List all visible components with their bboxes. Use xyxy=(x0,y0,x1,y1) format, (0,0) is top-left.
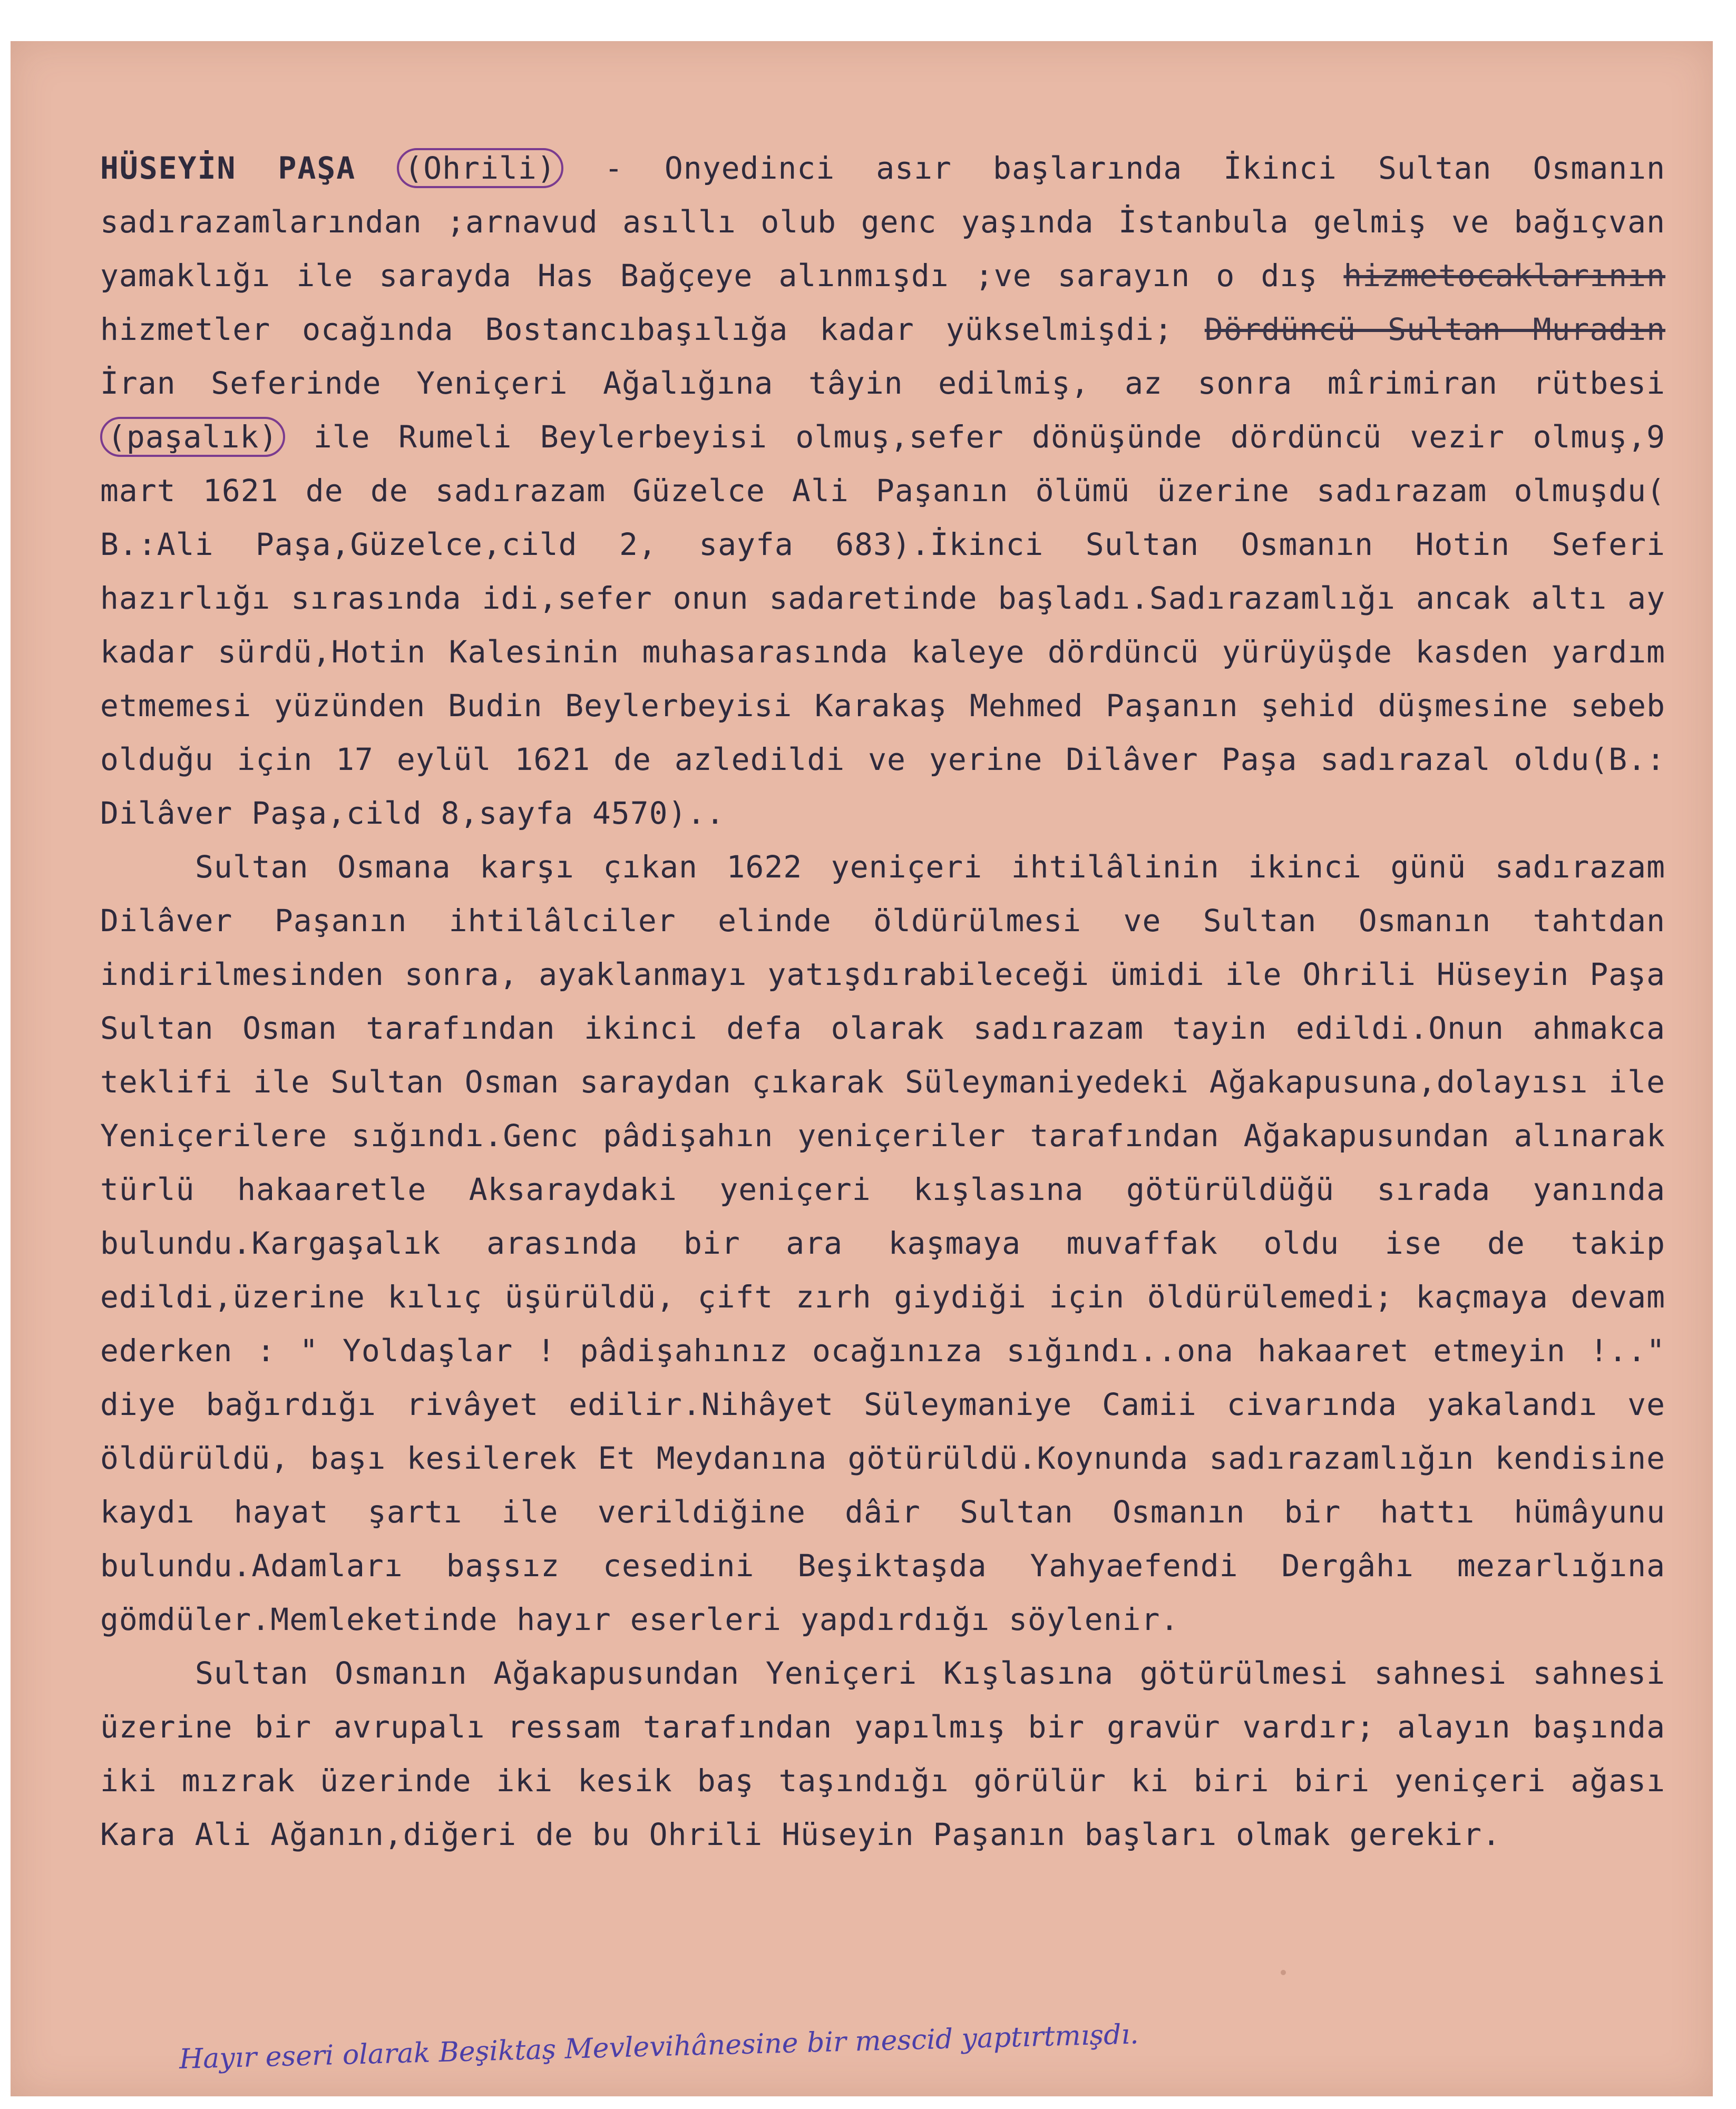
paragraph-text: ile Rumeli Beylerbeyisi olmuş,sefer dönüşünde dördüncü vezir olmuş,9 mart 1621 de de sadırazam Güzelce Ali Paşanın ölümü üzerine sadırazam olmuşdu( B.:Ali Paşa,Güzelce,cild 2, sayfa 683).İkinci Sultan Osmanın Hotin Seferi hazırlığı sırasında idi,sefer onun sadaretinde başladı.Sadırazamlığı ancak altı ay kadar sürdü,Hotin Kalesinin muhasarasında kaleye dördüncü yürüyüşde kasden yardım etmemesi yüzünden Budin Beylerbeyisi Karakaş Mehmed Paşanın şehid düşmesine sebeb olduğu için 17 eylül 1621 de azledildi ve yerine Dilâver Paşa sadırazal oldu(B.: Dilâver Paşa,cild 8,sayfa 4570).. xyxy=(100,419,1665,831)
entry-heading: HÜSEYİN PAŞA xyxy=(100,150,356,186)
circled-annotation: (paşalık) xyxy=(100,417,285,457)
typewritten-text xyxy=(100,141,1665,1861)
paragraph-intro xyxy=(100,141,1665,840)
paragraph-text: hizmetler ocağında Bostancıbaşılığa kadar yükselmişdi; xyxy=(100,311,1173,347)
circled-annotation: (Ohrili) xyxy=(397,148,563,188)
paragraph-second: Sultan Osmana karşı çıkan 1622 yeniçeri ihtilâlinin ikinci günü sadırazam Dilâver Paşanın ihtilâlciler elinde öldürülmesi ve Sultan Osmanın tahtdan indirilmesinden sonra, ayaklanmayı yatışdırabileceği ümidi ile Ohrili Hüseyin Paşa Sultan Osman tarafından ikinci defa olarak sadırazam tayin edildi.Onun ahmakca teklifi ile Sultan Osman saraydan çıkarak Süleymaniyedeki Ağakapusuna,dolayısı ile Yeniçerilere sığındı.Genc pâdişahın yeniçeriler tarafından Ağakapusundan alınarak türlü hakaaretle Aksaraydaki yeniçeri kışlasına götürüldüğü sırada yanında bulundu.Kargaşalık arasında bir ara kaşmaya muvaffak oldu ise de takip edildi,üzerine kılıç üşürüldü, çift zırh giydiği için öldürülemedi; kaçmaya devam ederken : " Yoldaşlar ! pâdişahınız ocağınıza sığındı..ona hakaaret etmeyin !.." diye bağırdığı rivâyet edilir.Nihâyet Süleymaniye Camii civarında yakalandı ve öldürüldü, başı kesilerek Et Meydanına götürüldü.Koynunda sadırazamlığın kendisine kaydı hayat şartı ile verildiğine dâir Sultan Osmanın bir hattı hümâyunu bulundu.Adamları başsız cesedini Beşiktaşda Yahyaefendi Dergâhı mezarlığına gömdüler.Memleketinde hayır eserleri yapdırdığı söylenir. xyxy=(100,849,1665,1637)
paragraph-text: İran Seferinde Yeniçeri Ağalığına tâyin edilmiş, az sonra mîrimiran rütbesi xyxy=(100,365,1665,401)
heading-dash: - xyxy=(604,150,623,186)
struck-text: Dördüncü Sultan Muradın xyxy=(1204,311,1666,347)
handwritten-note: Hayır eseri olarak Beşiktaş Mevlevihânesine bir mescid yaptırtmışdı. xyxy=(179,2018,1139,2075)
paragraph-third: Sultan Osmanın Ağakapusundan Yeniçeri Kışlasına götürülmesi sahnesi sahnesi üzerine bir avrupalı ressam tarafından yapılmış bir gravür vardır; alayın başında iki mızrak üzerinde iki kesik baş taşındığı görülür ki biri biri yeniçeri ağası Kara Ali Ağanın,diğeri de bu Ohrili Hüseyin Paşanın başları olmak gerekir. xyxy=(100,1655,1665,1852)
struck-text: hizmetocaklarının xyxy=(1343,258,1666,294)
paper-sheet xyxy=(11,41,1713,2096)
paper-smudge xyxy=(1281,1970,1286,1975)
paragraph-text: Onyedinci asır başlarında İkinci Sultan Osmanın sadırazamlarından ;arnavud asıllı olub genc yaşında İstanbula gelmiş ve bağıçvan yamaklığı ile sarayda Has Bağçeye alınmışdı ;ve sarayın o dış xyxy=(100,150,1666,294)
